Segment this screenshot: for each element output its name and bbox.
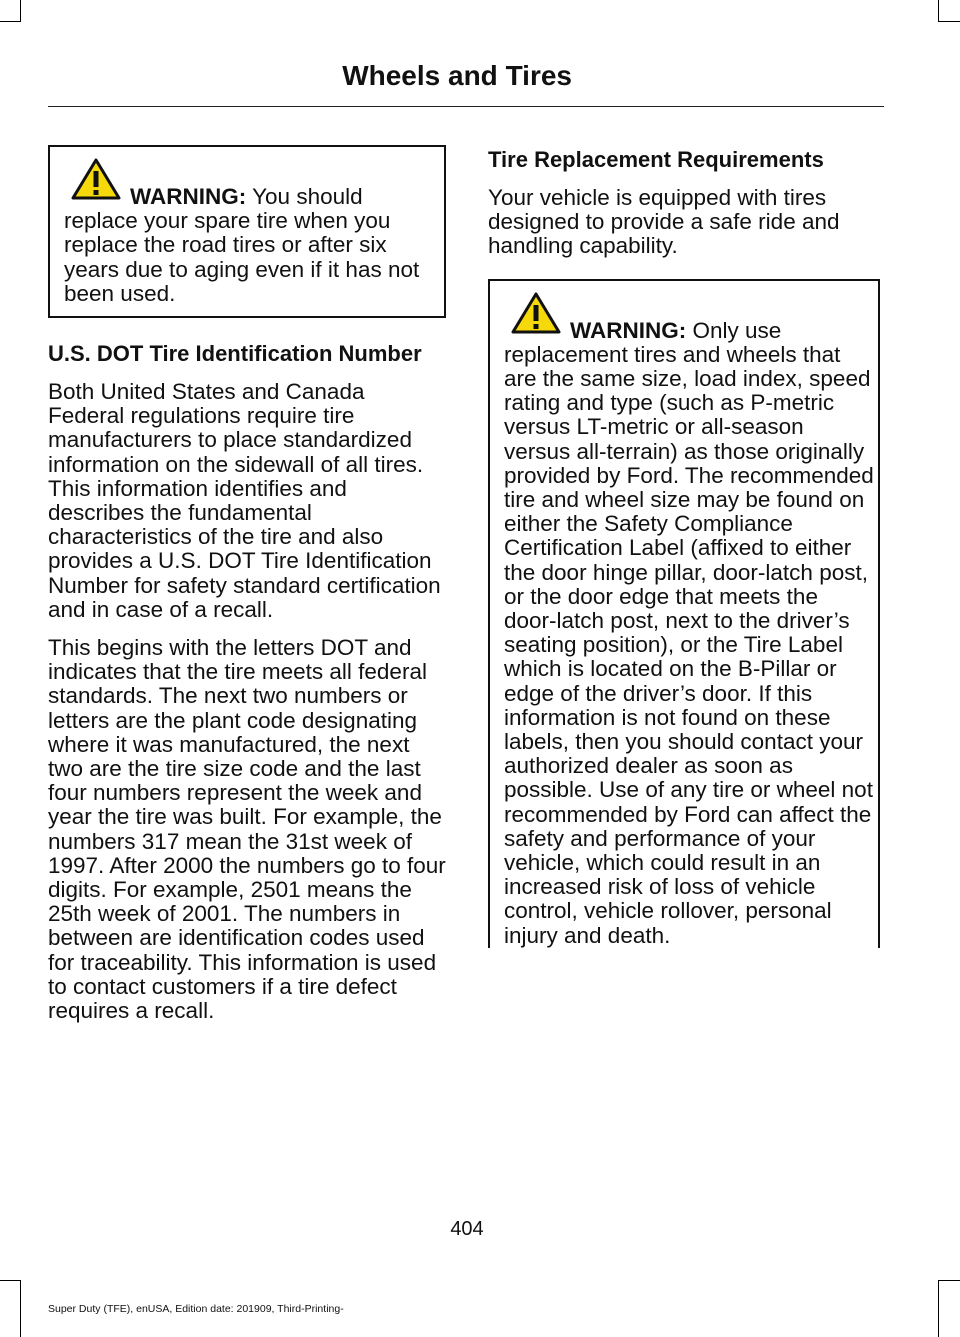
crop-mark-bottom-left-v	[20, 1280, 21, 1337]
warning-box-replacement-tires	[488, 279, 880, 948]
right-column	[488, 145, 880, 948]
header-divider	[48, 106, 884, 107]
section-title-tire-replacement: Tire Replacement Requirements	[488, 147, 824, 172]
warning-body: Only use replacement tires and wheels that are the same size, load index, speed rating and type (such as P-metric versus LT-metric or all-season versus all-terrain) as those originally provided by Ford. The recommended tire and wheel size may be found on either the Safety Compliance Certification Label (affixed to either the door hinge pillar, door-latch post, or the door edge that meets the door-latch post, next to the driver’s seating position), or the Tire Label which is located on the B-Pillar or edge of the driver’s door. If this information is not found on these labels, then you should contact your authorized dealer as soon as possible. Use of any tire or wheel not recommended by Ford can affect the safety and performance of your vehicle, which could result in an increased risk of loss of vehicle control, vehicle rollover, personal injury and death.	[504, 317, 874, 948]
warning-box-spare-tire	[48, 145, 446, 318]
page-number: 404	[450, 1218, 484, 1240]
page-title-text: Wheels and Tires	[342, 60, 572, 91]
crop-mark-top-right-h	[939, 21, 960, 22]
crop-mark-top-left-h	[0, 21, 20, 22]
warning-text-replacement-tires	[504, 291, 874, 948]
crop-mark-bottom-left-h	[0, 1280, 20, 1281]
warning-triangle-icon	[70, 157, 122, 201]
section-title-dot-tin: U.S. DOT Tire Identification Number	[48, 341, 422, 367]
warning-label: WARNING:	[570, 317, 687, 343]
crop-mark-bottom-right-v	[938, 1280, 939, 1337]
paragraph-intro: Your vehicle is equipped with tires designed to provide a safe ride and handling capability.	[488, 185, 840, 259]
crop-mark-bottom-right-h	[939, 1280, 960, 1281]
warning-label: WARNING:	[130, 184, 247, 209]
paragraph: This begins with the letters DOT and indicates that the tire meets all federal standards. The next two numbers or letters are the plant code designating where it was manufactured, the next two are the tire size code and the last four numbers represent the week and year the tire was built. For example, the numbers 317 mean the 31st week of 1997. After 2000 the numbers go to four digits. For example, 2501 means the 25th week of 2001. The numbers in between are identification codes used for traceability. This information is used to contact customers if a tire defect requires a recall.	[48, 635, 446, 1024]
warning-triangle-icon	[510, 291, 562, 335]
paragraph: Both United States and Canada Federal regulations require tire manufacturers to place standardized information on the sidewall of all tires. This information identifies and describes the fundamental characteristics of the tire and also provides a U.S. DOT Tire Identification Number for safety standard certification and in case of a recall.	[48, 379, 441, 622]
edition-info: Super Duty (TFE), enUSA, Edition date: 201909, Third-Printing-	[48, 1303, 344, 1315]
warning-body: You should replace your spare tire when you replace the road tires or after six years due to aging even if it has not been used.	[64, 184, 420, 306]
crop-mark-top-right-v	[938, 0, 939, 22]
crop-mark-top-left-v	[20, 0, 21, 22]
left-column	[48, 145, 446, 1037]
